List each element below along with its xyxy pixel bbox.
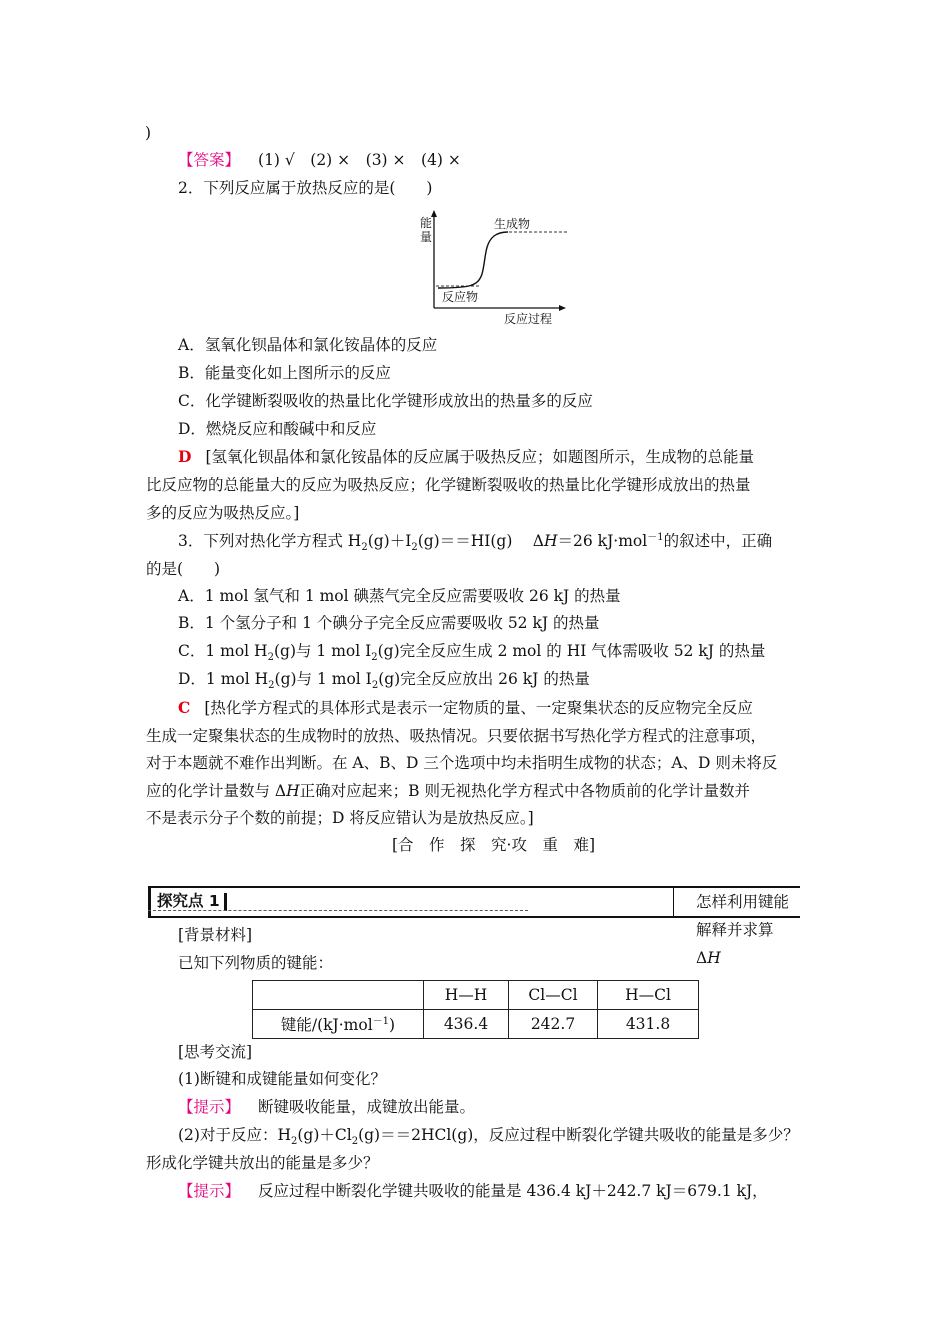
product-label: 生成物	[494, 217, 531, 231]
q2-part-3: (g)＝＝2HCl(g)，反应过程中断裂化学键共吸收的能量是多少？	[358, 1126, 799, 1144]
q3-d-part-2: (g)与 1 mol I	[274, 670, 372, 688]
energy-diagram	[418, 208, 570, 330]
q3-stem-part-3: (g)＝＝HI(g) Δ	[417, 532, 544, 550]
q3-d-part-3: (g)完全反应放出 26 kJ 的热量	[378, 670, 590, 688]
discussion-q2	[178, 1124, 799, 1146]
q3-stem-part-4: ＝26 kJ·mol	[557, 532, 648, 550]
answer-line	[178, 149, 461, 171]
explore-label: 探究点 1	[157, 892, 220, 910]
discussion-q1: (1)断键和成键能量如何变化？	[178, 1070, 386, 1088]
q2-part-2: (g)＋Cl	[297, 1126, 352, 1144]
q3-d-sub-1: 2	[268, 680, 275, 692]
q3-c-sub-2: 2	[371, 652, 378, 664]
table-row	[253, 1010, 699, 1039]
table-header-cell: H—H	[424, 981, 509, 1010]
q3-sub-1: 2	[361, 542, 368, 554]
hint-text-2: 反应过程中断裂化学键共吸收的能量是 436.4 kJ＋242.7 kJ＝679.1 kJ，	[258, 1182, 768, 1200]
q3-option-d	[178, 668, 590, 690]
q3-c-part-1: C．1 mol H	[178, 642, 268, 660]
q3-c-part-2: (g)与 1 mol I	[273, 642, 372, 660]
q3-d-sub-2: 2	[371, 680, 379, 692]
q3-stem-part-5: 的叙述中，正确	[663, 532, 773, 550]
q2-option-d: D．燃烧反应和酸碱中和反应	[178, 420, 377, 438]
table-row-label	[253, 1010, 424, 1039]
q3-expl-4a: 应的化学计量数与 Δ	[146, 782, 287, 800]
q2-explanation-line-1	[178, 446, 754, 468]
q2-part-1: (2)对于反应：H	[178, 1126, 291, 1144]
answer-text: (1) √ (2) × (3) × (4) ×	[258, 151, 461, 169]
q3-stem-h: H	[544, 532, 558, 550]
q2-explanation-line-3: 多的反应为吸热反应。]	[146, 504, 300, 522]
x-axis-label: 反应过程	[504, 312, 553, 326]
q2-explanation-text-1: [氢氧化钡晶体和氯化铵晶体的反应属于吸热反应；如题图所示，生成物的总能量	[205, 448, 755, 466]
q2-option-a: A．氢氧化钡晶体和氯化铵晶体的反应	[178, 336, 438, 354]
explore-label-box	[148, 888, 227, 916]
discussion-heading: [思考交流]	[178, 1043, 253, 1061]
table-header-cell: H—Cl	[598, 981, 699, 1010]
continued-paren: )	[145, 124, 152, 142]
q3-explanation-line-1	[178, 697, 753, 719]
explore-title	[696, 888, 800, 972]
explore-dashed-line	[148, 910, 528, 911]
q3-explanation-text-1: [热化学方程式的具体形式是表示一定物质的量、一定聚集状态的反应物完全反应	[204, 699, 753, 717]
background-intro: 已知下列物质的键能：	[178, 954, 334, 972]
hint-tag-2: 【提示】	[178, 1182, 241, 1200]
discussion-a1	[178, 1096, 475, 1118]
table-header-cell: Cl—Cl	[509, 981, 598, 1010]
table-cell: 242.7	[509, 1010, 598, 1039]
explore-label-bar	[224, 893, 227, 911]
explore-divider	[673, 888, 674, 916]
question-2-stem: 2．下列反应属于放热反应的是( )	[178, 179, 433, 197]
table-cell: 436.4	[424, 1010, 509, 1039]
y-axis-label: 能量	[420, 216, 433, 244]
q3-option-a: A．1 mol 氢气和 1 mol 碘蒸气完全反应需要吸收 26 kJ 的热量	[178, 587, 621, 605]
reactant-label: 反应物	[442, 290, 479, 304]
q3-sub-2: 2	[411, 542, 418, 554]
q3-stem-part-1: 3．下列对热化学方程式 H	[178, 532, 362, 550]
energy-curve	[438, 232, 508, 288]
background-heading: [背景材料]	[178, 926, 253, 944]
q3-stem-part-2: (g)＋I	[367, 532, 412, 550]
bond-energy-table	[252, 980, 699, 1039]
hint-tag-1: 【提示】	[178, 1098, 241, 1116]
explore-title-text: 怎样利用键能解释并求算 Δ	[696, 893, 790, 967]
discussion-a2	[178, 1180, 768, 1202]
q2-explanation-line-2: 比反应物的总能量大的反应为吸热反应；化学键断裂吸收的热量比化学键形成放出的热量	[146, 476, 751, 494]
x-axis-arrow	[559, 305, 566, 311]
row-label-sup: －1	[372, 1015, 390, 1027]
explore-title-h: H	[707, 949, 721, 967]
q3-explanation-line-5: 不是表示分子个数的前提；D 将反应错认为是放热反应。]	[146, 809, 534, 827]
row-label-text: 键能/(kJ·mol	[280, 1016, 373, 1034]
discussion-q2-line-2: 形成化学键共放出的能量是多少？	[146, 1154, 379, 1172]
q3-option-c	[178, 640, 765, 662]
q3-c-part-3: (g)完全反应生成 2 mol 的 HI 气体需吸收 52 kJ 的热量	[377, 642, 766, 660]
section-heading: [合 作 探 究·攻 重 难]	[392, 836, 596, 854]
q3-explanation-line-3: 对于本题就不难作出判断。在 A、B、D 三个选项中均未指明生成物的状态；A、D 则未将反	[146, 754, 778, 772]
hint-text-1: 断键吸收能量，成键放出能量。	[258, 1098, 476, 1116]
answer-tag: 【答案】	[178, 151, 241, 169]
q3-expl-4b: 正确对应起来；B 则无视热化学方程式中各物质前的化学计量数并	[299, 782, 750, 800]
q3-expl-4-h: H	[286, 782, 300, 800]
q2-option-b: B．能量变化如上图所示的反应	[178, 364, 391, 382]
table-cell: 431.8	[598, 1010, 699, 1039]
q2-answer-letter: D	[178, 447, 192, 466]
q3-explanation-line-2: 生成一定聚集状态的生成物时的放热、吸热情况。只要依据书写热化学方程式的注意事项，	[146, 727, 767, 745]
q3-option-b: B．1 个氢分子和 1 个碘分子完全反应需要吸收 52 kJ 的热量	[178, 614, 600, 632]
row-label-close: )	[389, 1016, 396, 1034]
q2-option-c: C．化学键断裂吸收的热量比化学键形成放出的热量多的反应	[178, 392, 593, 410]
q3-answer-letter: C	[178, 698, 191, 717]
q3-d-part-1: D．1 mol H	[178, 670, 269, 688]
q2-sub-1: 2	[290, 1136, 298, 1148]
table-header-row	[253, 981, 699, 1010]
q3-explanation-line-4	[146, 780, 750, 802]
q2-sub-2: 2	[351, 1136, 359, 1148]
table-header-cell	[253, 981, 424, 1010]
q3-c-sub-1: 2	[267, 652, 274, 664]
question-3-stem	[178, 530, 772, 552]
question-3-stem-line-2: 的是( )	[146, 560, 221, 578]
q3-stem-sup: －1	[647, 531, 664, 543]
